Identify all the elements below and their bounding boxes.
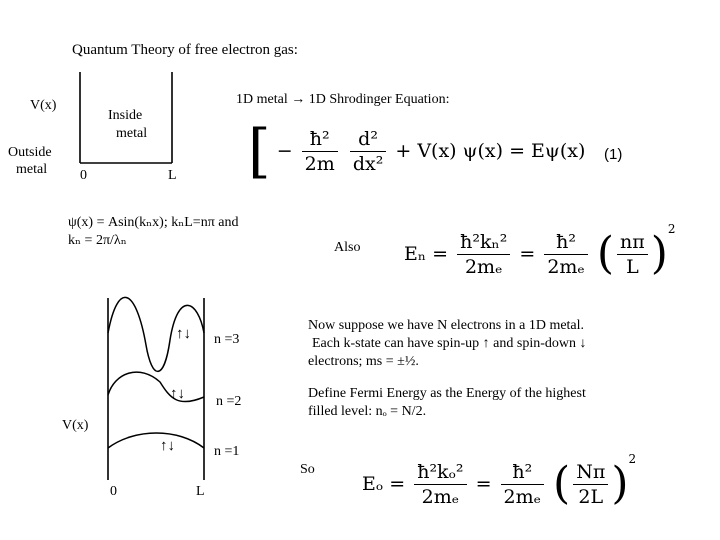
spin-arrows-n3: ↑↓: [176, 326, 191, 342]
fermi-fraction-3: [573, 461, 608, 508]
energy-num-1: ħ²kₙ²: [457, 231, 510, 255]
spin-text-line-1: Now suppose we have N electrons in a 1D metal.: [308, 318, 585, 333]
energy-paren-left: (: [596, 228, 615, 279]
energy-lhs: Eₙ =: [404, 243, 449, 265]
derivative-fraction: [350, 128, 387, 175]
left-bracket: [: [248, 117, 271, 185]
fermi-text-line-1: Define Fermi Energy as the Energy of the highest: [308, 386, 586, 401]
fermi-power: 2: [628, 452, 637, 466]
fermi-lhs: Eₒ =: [362, 473, 406, 495]
fermi-den-1: 2mₑ: [421, 485, 460, 508]
fermi-equation: [362, 452, 636, 508]
energy-den-1: 2mₑ: [464, 255, 503, 278]
energy-paren-right: ): [650, 228, 668, 279]
also-label: Also: [334, 240, 361, 255]
well-v-label: V(x): [30, 98, 57, 113]
dx-squared: dx²: [352, 152, 384, 175]
fermi-fraction-2: [501, 461, 544, 508]
energy-num-2: ħ²: [544, 231, 587, 255]
so-label: So: [300, 462, 315, 477]
levels-v-label: V(x): [62, 418, 89, 433]
page-title: Quantum Theory of free electron gas:: [72, 42, 298, 58]
fermi-den-2: 2mₑ: [503, 485, 541, 508]
fermi-num-2: ħ²: [501, 461, 544, 485]
fermi-num-1: ħ²kₒ²: [414, 461, 466, 485]
inside-label-1: Inside: [108, 108, 143, 123]
two-m: 2m: [304, 152, 335, 175]
levels-zero-label: 0: [110, 484, 117, 499]
fermi-den-3: 2L: [578, 485, 604, 508]
energy-equals: =: [519, 243, 536, 265]
spin-arrows-n1: ↑↓: [160, 438, 175, 454]
wavefunction-n2: [108, 372, 204, 401]
schrodinger-equation: [248, 117, 586, 185]
energy-num-3: nπ: [617, 231, 648, 255]
energy-fraction-1: [457, 231, 510, 278]
hbar-squared: ħ²: [302, 128, 338, 152]
fermi-paren-right: ): [611, 458, 629, 509]
outside-label-1: Outside: [8, 145, 52, 160]
spin-text-line-2: Each k-state can have spin-up ↑ and spin-down ↓: [312, 336, 587, 351]
fermi-num-3: Nπ: [573, 461, 608, 485]
equation-number: (1): [604, 146, 623, 163]
fermi-equals: =: [475, 473, 492, 495]
d-squared: d²: [350, 128, 387, 152]
fermi-paren-left: (: [553, 458, 571, 509]
levels-L-label: L: [196, 484, 205, 499]
wavefunction-n1: [108, 433, 204, 448]
energy-den-3: L: [626, 255, 639, 278]
energy-fraction-3: [617, 231, 648, 278]
level-label-n2: n =2: [216, 394, 242, 409]
energy-power: 2: [667, 222, 676, 236]
energy-den-2: 2mₑ: [547, 255, 585, 278]
level-label-n3: n =3: [214, 332, 240, 347]
fermi-fraction-1: [414, 461, 466, 508]
minus-sign: −: [276, 140, 293, 162]
level-label-n1: n =1: [214, 444, 240, 459]
schrodinger-heading: 1D metal → 1D Shrodinger Equation:: [236, 92, 450, 107]
energy-equation: [404, 222, 676, 278]
fermi-text-line-2: filled level: nₒ = N/2.: [308, 404, 427, 419]
energy-fraction-2: [544, 231, 587, 278]
wavefunction-line-1: ψ(x) = Asin(kₙx); kₙL=nπ and: [68, 215, 239, 230]
inside-label-2: metal: [116, 126, 148, 141]
spin-text-line-3: electrons; ms = ±½.: [308, 354, 419, 369]
outside-label-2: metal: [16, 162, 48, 177]
well-L-label: L: [168, 168, 177, 183]
hbar-fraction: [302, 128, 338, 175]
well-zero-label: 0: [80, 168, 87, 183]
spin-arrows-n2: ↑↓: [170, 386, 185, 402]
equation-rest: + V(x) ψ(x) = Eψ(x): [395, 140, 586, 162]
wavefunction-line-2: kₙ = 2π/λₙ: [68, 233, 127, 248]
